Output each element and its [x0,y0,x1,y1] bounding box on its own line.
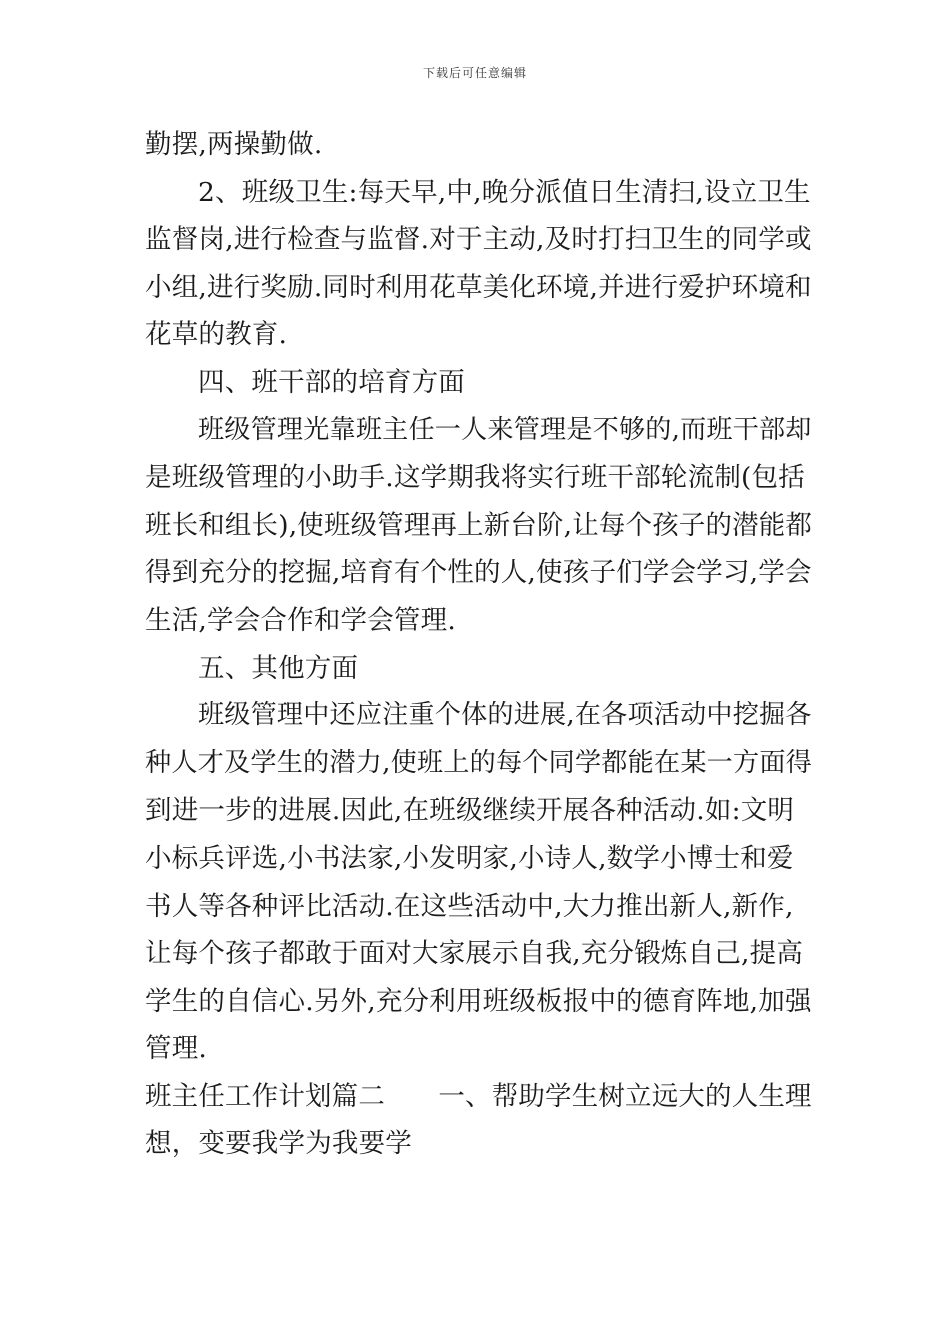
text-line: 班主任工作计划篇二 一、帮助学生树立远大的人生理 [145,1080,812,1112]
page-header: 下载后可任意编辑 [422,66,527,80]
document-body [145,121,813,1168]
text-line: 得到充分的挖掘,培育有个性的人,使孩子们学会学习,学会 [145,557,812,589]
text-line: 书人等各种评比活动.在这些活动中,大力推出新人,新作, [145,890,794,922]
text-line: 让每个孩子都敢于面对大家展示自我,充分锻炼自己,提高 [145,938,804,970]
text-line: 小标兵评选,小书法家,小发明家,小诗人,数学小博士和爱 [145,842,794,874]
text-line: 想，变要我学为我要学 [145,1128,412,1160]
text-line: 小组,进行奖励.同时利用花草美化环境,并进行爱护环境和 [145,271,812,303]
text-line: 四、班干部的培育方面 [198,366,465,398]
text-line: 到进一步的进展.因此,在班级继续开展各种活动.如:文明 [145,795,795,827]
text-line: 管理. [145,1033,208,1065]
text-line: 班级管理中还应注重个体的进展,在各项活动中挖掘各 [198,700,812,731]
text-line: 监督岗,进行检查与监督.对于主动,及时打扫卫生的同学或 [145,224,812,256]
text-line: 班级管理光靠班主任一人来管理是不够的,而班干部却 [198,414,812,445]
text-line: 是班级管理的小助手.这学期我将实行班干部轮流制(包括 [145,462,805,494]
text-line: 生活,学会合作和学会管理. [145,604,456,636]
text-line: 2、班级卫生:每天早,中,晚分派值日生清扫,设立卫生 [198,176,811,208]
text-line: 五、其他方面 [198,652,359,684]
text-line: 花草的教育. [145,319,288,351]
text-line: 种人才及学生的潜力,使班上的每个同学都能在某一方面得 [145,747,813,778]
text-line: 班长和组长),使班级管理再上新台阶,让每个孩子的潜能都 [145,509,813,541]
text-line: 学生的自信心.另外,充分利用班级板报中的德育阵地,加强 [145,985,812,1017]
text-line: 勤摆,两操勤做. [145,129,323,160]
